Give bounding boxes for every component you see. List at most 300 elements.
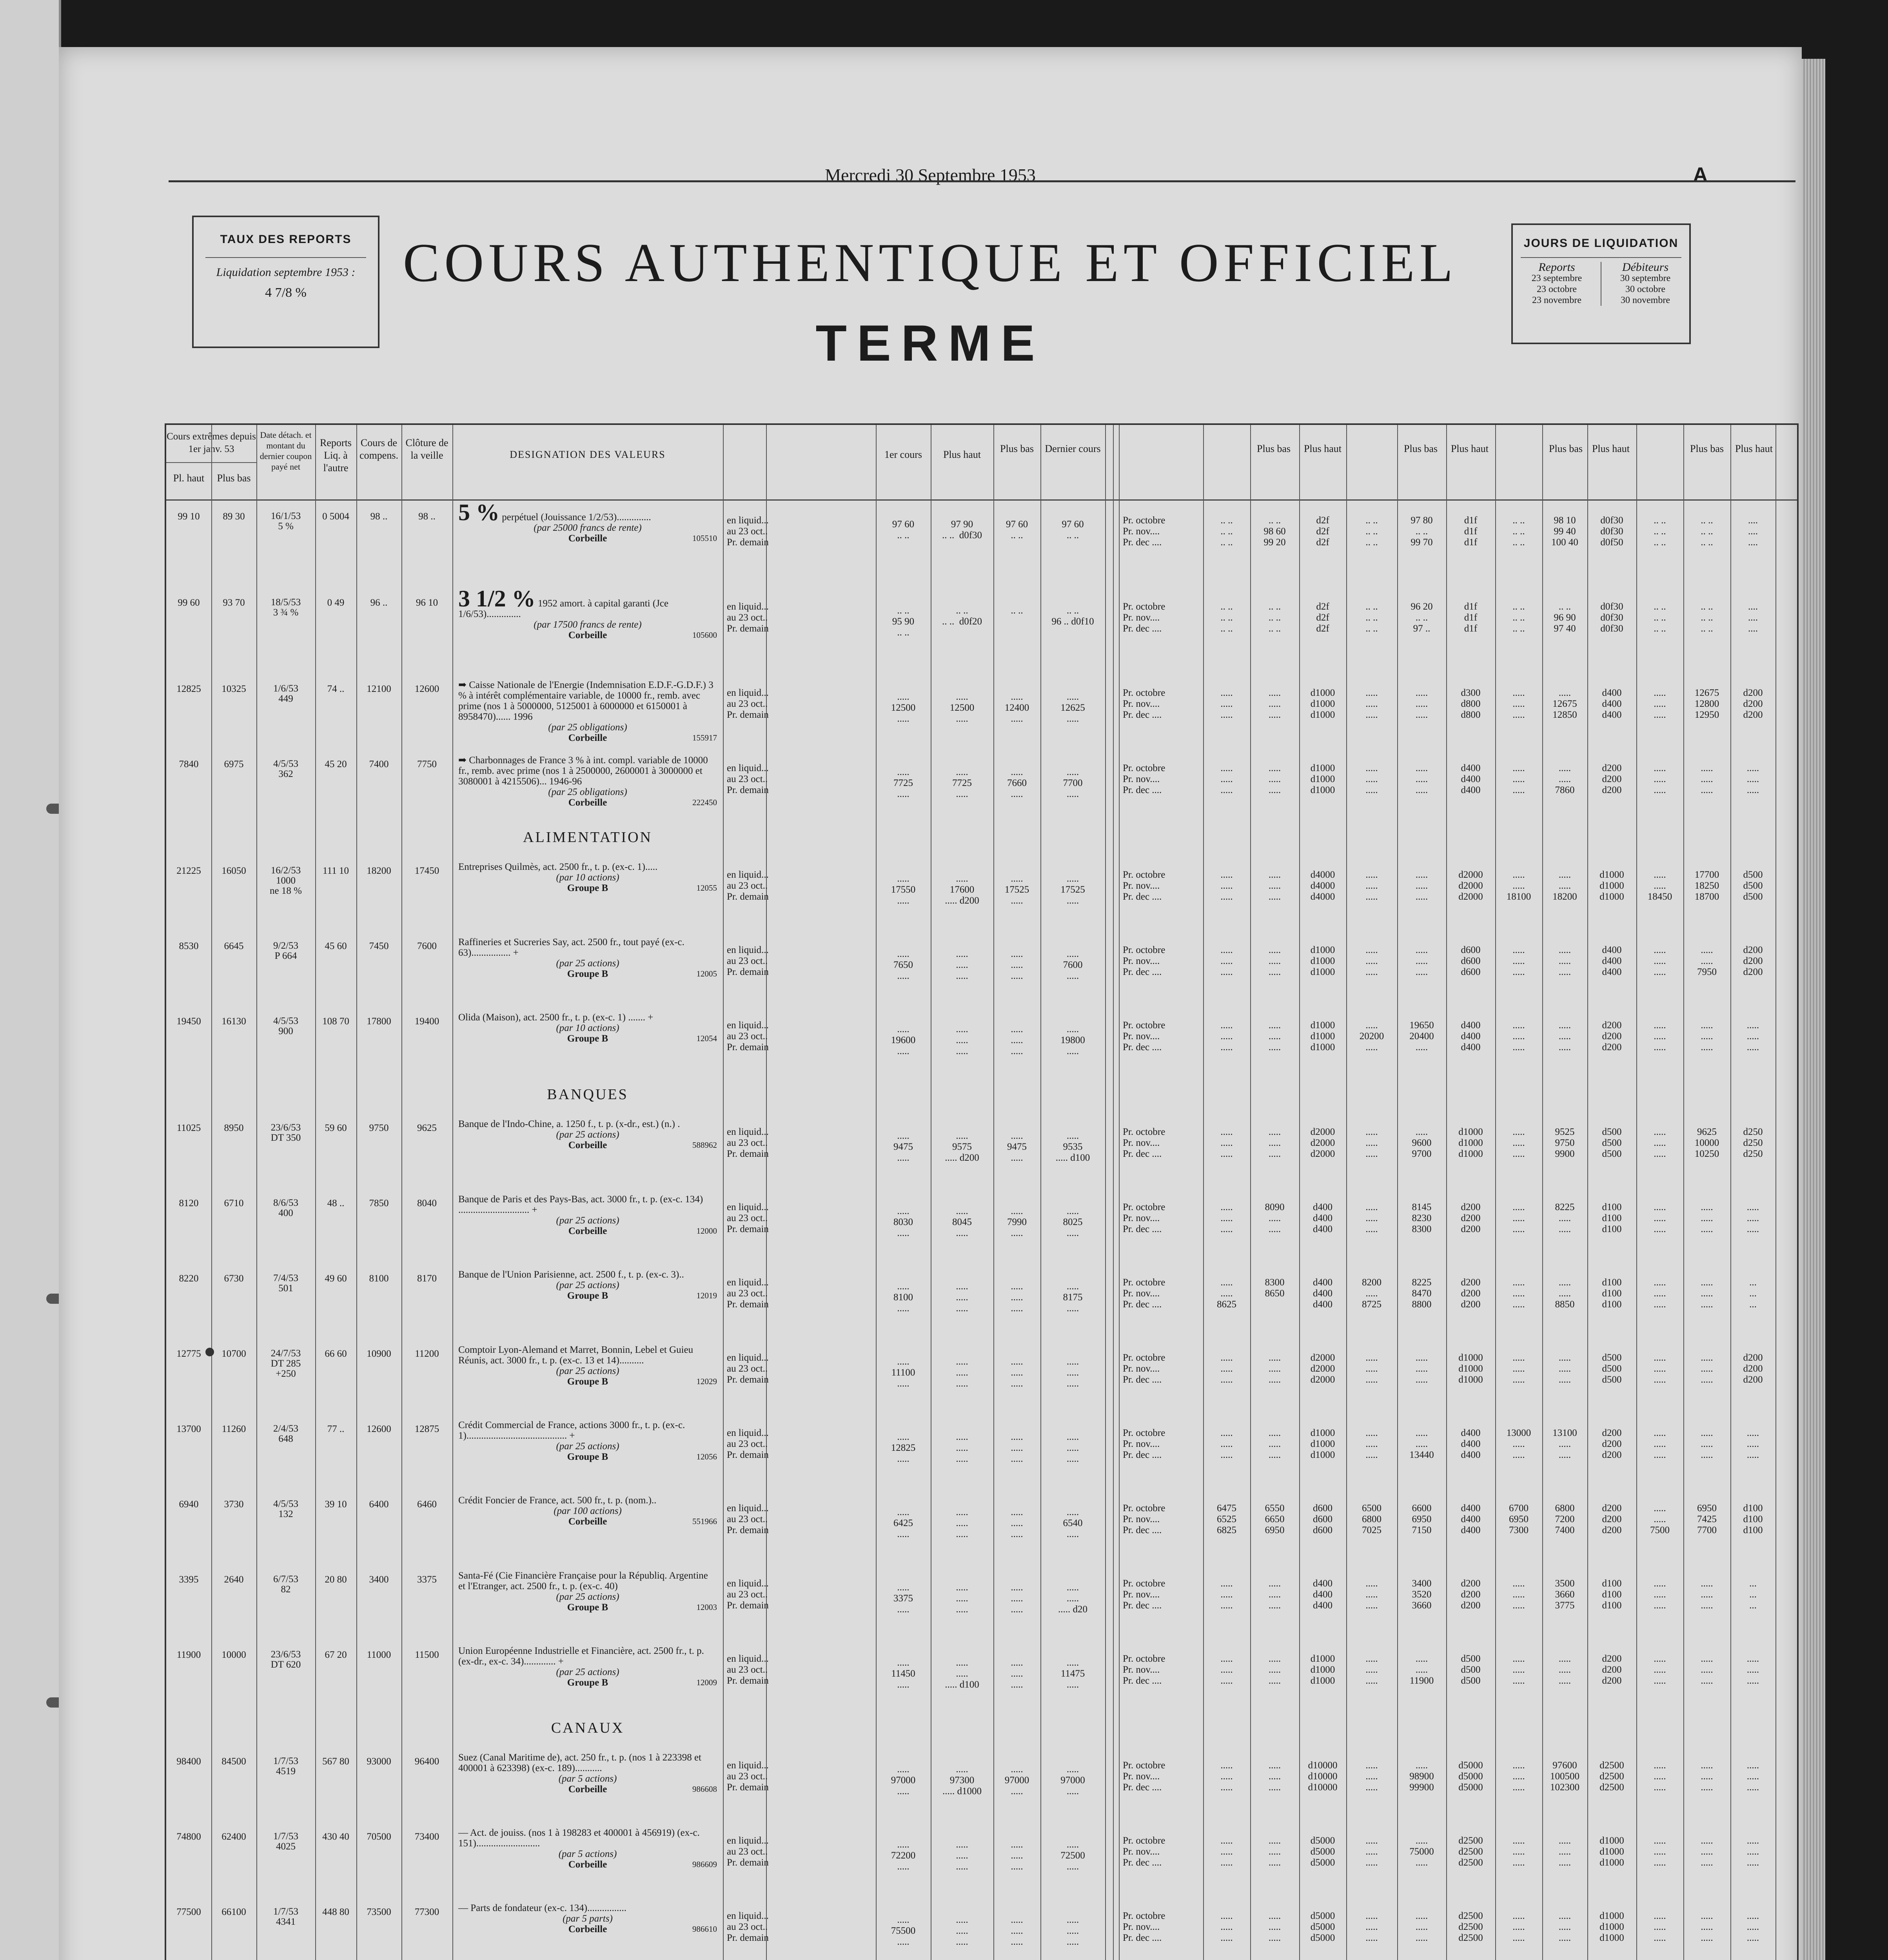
cell-month-a11: ..... ..... ..... xyxy=(1701,1911,1713,1943)
cell-month-a6: d1000 d1000 d1000 xyxy=(1458,1127,1483,1159)
cell-compens: 12100 xyxy=(367,684,391,694)
cell-plus-bas: ..... ..... ..... xyxy=(1011,1356,1023,1389)
table-row xyxy=(166,1899,1797,1960)
cell-month-a12: d100 d100 d100 xyxy=(1743,1503,1763,1535)
designation-text: Banque de l'Indo-Chine, a. 1250 f., t. p. (x-dr., est.) (n.) . xyxy=(458,1119,680,1129)
cell-month-a9: d0f30 d0f30 d0f50 xyxy=(1600,515,1623,548)
cell-premier-cours: ..... 17550 ..... xyxy=(891,873,916,906)
col-reports: Reports Liq. à l'autre xyxy=(320,437,352,474)
cell-months: Pr. octobre Pr. nov.... Pr. dec .... xyxy=(1123,1578,1165,1611)
cell-cloture: 7600 xyxy=(417,941,437,951)
table-row xyxy=(166,1824,1797,1899)
cell-month-a6: d300 d800 d800 xyxy=(1461,688,1481,720)
cell-month-a11: 6950 7425 7700 xyxy=(1697,1503,1717,1535)
security-code: 12000 xyxy=(696,1226,717,1236)
cell-dernier-cours: ..... ..... ..... d20 xyxy=(1058,1582,1087,1615)
cell-report: 111 10 xyxy=(323,866,349,876)
cell-month-a5: 6600 6950 7150 xyxy=(1412,1503,1432,1535)
cell-month-a3: d1000 d1000 d1000 xyxy=(1310,688,1335,720)
designation-text: Entreprises Quilmès, act. 2500 fr., t. p. (ex-c. 1)..... xyxy=(458,862,658,872)
col-cloture: Clôture de la veille xyxy=(405,437,448,461)
cell-months: Pr. octobre Pr. nov.... Pr. dec .... xyxy=(1123,1020,1165,1053)
cell-month-a4: ..... ..... ..... xyxy=(1365,1911,1378,1943)
cell-month-a8: 98 10 99 40 100 40 xyxy=(1551,515,1578,548)
cell-month-a4: ..... ..... ..... xyxy=(1365,1760,1378,1793)
table-row xyxy=(166,1341,1797,1416)
cell-cloture: 17450 xyxy=(414,866,439,876)
quotation-table xyxy=(165,423,1799,1960)
market-group: Corbeille xyxy=(568,1226,607,1236)
market-group: Corbeille xyxy=(568,630,607,641)
cell-pl-haut: 77500 xyxy=(176,1907,201,1917)
section-heading: CANAUX xyxy=(551,1720,624,1736)
cell-plus-bas: 6975 xyxy=(224,759,244,769)
cell-month-a9: d1000 d1000 d1000 xyxy=(1599,869,1624,902)
cell-month-a6: d5000 d5000 d5000 xyxy=(1458,1760,1483,1793)
cell-month-a12: ... ... ... xyxy=(1749,1277,1757,1310)
cell-coupon: 24/7/53 DT 285 +250 xyxy=(270,1348,301,1379)
cell-month-a8: .. .. 96 90 97 40 xyxy=(1554,601,1576,634)
lot-size: (par 10 actions) xyxy=(556,1023,619,1033)
cell-coupon: 6/7/53 82 xyxy=(273,1574,298,1595)
cell-month-a1: ..... ..... ..... xyxy=(1220,1352,1233,1385)
cell-months: Pr. octobre Pr. nov.... Pr. dec .... xyxy=(1123,1428,1165,1460)
security-code: 105600 xyxy=(692,630,717,640)
cell-coupon: 2/4/53 648 xyxy=(273,1423,298,1444)
cell-premier-cours: 97 60 .. .. xyxy=(892,519,915,541)
cell-premier-cours: ..... 8100 ..... xyxy=(893,1281,913,1314)
designation-text: Olida (Maison), act. 2500 fr., t. p. (ex-c. 1) ....... + xyxy=(458,1012,654,1023)
cell-month-a11: ..... ..... ..... xyxy=(1701,1428,1713,1460)
section-heading: BANQUES xyxy=(547,1086,628,1103)
cell-designation xyxy=(458,1269,717,1301)
cell-month-a11: 17700 18250 18700 xyxy=(1694,869,1719,902)
cell-month-a1: ..... ..... ..... xyxy=(1220,688,1233,720)
cell-month-a10: ..... ..... 18450 xyxy=(1647,869,1672,902)
cell-month-a8: 8225 ..... ..... xyxy=(1555,1202,1575,1234)
cell-month-a12: d200 d200 d200 xyxy=(1743,945,1763,977)
cell-premier-cours: ..... 72200 ..... xyxy=(891,1839,916,1872)
cell-month-a4: .. .. .. .. .. .. xyxy=(1365,601,1378,634)
cell-month-a5: 3400 3520 3660 xyxy=(1412,1578,1432,1611)
header-rule xyxy=(166,499,1797,501)
cell-dernier-cours: ..... 7700 ..... xyxy=(1063,767,1083,799)
cell-month-a5: ..... ..... ..... xyxy=(1415,688,1428,720)
cell-report: 49 60 xyxy=(325,1273,347,1284)
cell-months: Pr. octobre Pr. nov.... Pr. dec .... xyxy=(1123,1653,1165,1686)
table-row xyxy=(166,858,1797,933)
cell-plus-haut: ..... ..... ..... xyxy=(956,1839,968,1872)
cell-month-a1: ..... ..... ..... xyxy=(1220,1760,1233,1793)
lot-size: (par 25 actions) xyxy=(556,1129,619,1140)
cell-plus-haut: ..... ..... ..... xyxy=(956,1024,968,1056)
cell-month-a5: ..... ..... ..... xyxy=(1415,1911,1428,1943)
cell-month-a6: d2500 d2500 d2500 xyxy=(1458,1835,1483,1868)
security-code: 12029 xyxy=(696,1377,717,1386)
designation-text: Banque de Paris et des Pays-Bas, act. 3000 fr., t. p. (ex-c. 134) ............................. + xyxy=(458,1194,703,1215)
cell-designation xyxy=(458,1646,717,1688)
cell-dernier-cours: ..... 7600 ..... xyxy=(1063,949,1083,981)
lot-size: (par 5 parts) xyxy=(563,1913,613,1924)
col-plus-haut-month: Plus haut xyxy=(1450,443,1489,454)
cell-plus-haut: ..... 12500 ..... xyxy=(949,691,975,724)
cell-dernier-cours: ..... 6540 ..... xyxy=(1063,1507,1083,1539)
table-row xyxy=(166,1115,1797,1190)
cell-month-a10: ..... ..... ..... xyxy=(1654,1578,1666,1611)
cell-coupon: 18/5/53 3 ¾ % xyxy=(270,597,301,618)
cell-compens: 8100 xyxy=(369,1273,389,1284)
col-plus-bas-month: Plus bas xyxy=(1257,443,1291,454)
designation-text: Crédit Foncier de France, act. 500 fr., t. p. (nom.).. xyxy=(458,1495,657,1506)
cell-plus-haut: ..... ..... ..... xyxy=(956,1915,968,1947)
cell-dernier-cours: ..... 97000 ..... xyxy=(1060,1764,1085,1797)
cell-terms: en liquid... au 23 oct.. Pr. demain xyxy=(727,1202,769,1234)
cell-cloture: 9625 xyxy=(417,1123,437,1133)
cell-month-a8: ..... ..... ..... xyxy=(1558,1835,1571,1868)
cell-month-a8: ..... ..... ..... xyxy=(1558,1352,1571,1385)
cell-month-a11: 12675 12800 12950 xyxy=(1694,688,1719,720)
market-group: Corbeille xyxy=(568,1859,607,1870)
cell-months: Pr. octobre Pr. nov.... Pr. dec .... xyxy=(1123,1352,1165,1385)
cell-month-a2: ..... ..... ..... xyxy=(1268,1020,1281,1053)
cell-month-a10: ..... ..... ..... xyxy=(1654,688,1666,720)
page-subtitle: TERME xyxy=(815,314,1045,372)
page xyxy=(59,47,1802,1960)
cell-month-a10: ..... ..... ..... xyxy=(1654,945,1666,977)
lot-size: (par 25 actions) xyxy=(556,1667,619,1677)
cell-cloture: 6460 xyxy=(417,1499,437,1510)
designation-text: — Act. de jouiss. (nos 1 à 198283 et 400001 à 456919) (ex-c. 151).......................... xyxy=(458,1828,700,1849)
cell-month-a9: d100 d100 d100 xyxy=(1602,1277,1622,1310)
security-code: 12005 xyxy=(696,969,717,978)
cell-month-a3: d10000 d10000 d10000 xyxy=(1308,1760,1338,1793)
table-row xyxy=(166,1748,1797,1824)
market-group: Groupe B xyxy=(567,1290,608,1301)
cell-month-a9: d100 d100 d100 xyxy=(1602,1578,1622,1611)
cell-month-a6: d2500 d2500 d2500 xyxy=(1458,1911,1483,1943)
cell-month-a6: d200 d200 d200 xyxy=(1461,1202,1481,1234)
cell-month-a6: d1f d1f d1f xyxy=(1464,515,1478,548)
cell-pl-haut: 13700 xyxy=(176,1424,201,1434)
cell-month-a6: d2000 d2000 d2000 xyxy=(1458,869,1483,902)
security-code: 222450 xyxy=(692,798,717,807)
designation-text: Charbonnages de France 3 % à int. compl. variable de 10000 fr., remb. avec prime (nos 1 à 2500000, 2600001 à 3000000 et 3080001 à 4215506)... 1946-96 xyxy=(458,755,708,787)
col-plus-bas-month: Plus bas xyxy=(1404,443,1438,454)
cell-month-a3: d400 d400 d400 xyxy=(1313,1277,1332,1310)
cell-month-a1: ..... ..... 8625 xyxy=(1217,1277,1236,1310)
cell-coupon: 16/2/53 1000 ne 18 % xyxy=(270,865,302,896)
cell-premier-cours: ..... 97000 ..... xyxy=(891,1764,916,1797)
market-group: Groupe B xyxy=(567,1376,608,1387)
cell-months: Pr. octobre Pr. nov.... Pr. dec .... xyxy=(1123,1277,1165,1310)
cell-compens: 10900 xyxy=(367,1348,391,1359)
col-coupon: Date détach. et montant du dernier coupon payé net xyxy=(260,430,312,472)
cell-designation xyxy=(458,755,717,808)
cell-month-a3: d2000 d2000 d2000 xyxy=(1310,1352,1335,1385)
cell-report: 0 5004 xyxy=(322,511,349,522)
cell-plus-bas: 93 70 xyxy=(223,597,245,608)
cell-plus-bas: 10700 xyxy=(221,1348,246,1359)
cell-report: 74 .. xyxy=(327,684,345,694)
cell-plus-bas: ..... ..... ..... xyxy=(1011,1432,1023,1464)
taux-value: 4 7/8 % xyxy=(265,285,307,300)
cell-premier-cours: ..... 6425 ..... xyxy=(893,1507,913,1539)
table-row xyxy=(166,586,1797,676)
cell-months: Pr. octobre Pr. nov.... Pr. dec .... xyxy=(1123,1760,1165,1793)
cell-month-a7: ..... ..... ..... xyxy=(1512,1578,1525,1611)
cell-month-a1: .. .. .. .. .. .. xyxy=(1220,515,1233,548)
cell-month-a3: d5000 d5000 d5000 xyxy=(1310,1911,1335,1943)
security-code: 551966 xyxy=(692,1517,717,1526)
arrow-icon: ➡ xyxy=(458,755,467,766)
cell-month-a7: ..... ..... ..... xyxy=(1512,1760,1525,1793)
section-heading: ALIMENTATION xyxy=(523,829,652,846)
cell-cloture: 11500 xyxy=(415,1650,439,1660)
cell-premier-cours: ..... 19600 ..... xyxy=(891,1024,916,1056)
cell-month-a8: ..... ..... ..... xyxy=(1558,945,1571,977)
market-group: Groupe B xyxy=(567,1033,608,1044)
cell-plus-bas: 6730 xyxy=(224,1273,244,1284)
cell-month-a5: 97 80 .. .. 99 70 xyxy=(1411,515,1433,548)
cell-month-a9: d0f30 d0f30 d0f30 xyxy=(1600,601,1623,634)
cell-plus-haut: ..... ..... ..... xyxy=(956,1582,968,1615)
col-plus-bas2: Plus bas xyxy=(1000,443,1034,454)
cell-month-a10: ..... ..... ..... xyxy=(1654,1020,1666,1053)
cell-month-a1: ..... ..... ..... xyxy=(1220,1202,1233,1234)
cell-month-a11: ..... ..... 7950 xyxy=(1697,945,1717,977)
cell-month-a9: d200 d200 d200 xyxy=(1602,1428,1622,1460)
cell-report: 45 20 xyxy=(325,759,347,769)
cell-month-a3: d1000 d1000 d1000 xyxy=(1310,1653,1335,1686)
cell-report: 67 20 xyxy=(325,1650,347,1660)
lot-size: (par 25 obligations) xyxy=(548,722,627,733)
cell-month-a4: ..... ..... ..... xyxy=(1365,1653,1378,1686)
cell-month-a11: ..... ..... ..... xyxy=(1701,1020,1713,1053)
cell-month-a6: d600 d600 d600 xyxy=(1461,945,1481,977)
cell-months: Pr. octobre Pr. nov.... Pr. dec .... xyxy=(1123,869,1165,902)
market-group: Groupe B xyxy=(567,1452,608,1462)
cell-month-a1: ..... ..... ..... xyxy=(1220,945,1233,977)
designation-text: Banque de l'Union Parisienne, act. 2500 f., t. p. (ex-c. 3).. xyxy=(458,1269,684,1280)
market-group: Corbeille xyxy=(568,733,607,743)
cell-month-a9: d1000 d1000 d1000 xyxy=(1599,1911,1624,1943)
cell-report: 77 .. xyxy=(327,1424,345,1434)
cell-month-a1: ..... ..... ..... xyxy=(1220,1578,1233,1611)
cell-designation xyxy=(458,1420,717,1462)
designation-text: Caisse Nationale de l'Energie (Indemnisation E.D.F.-G.D.F.) 3 % à intérêt complémentaire variable, de 10000 fr., remb. avec prime (nos 1 à 5000000, 5125001 à 6000000 et 6150001 à 8958470)...... 1996 xyxy=(458,680,713,722)
cell-terms: en liquid... au 23 oct.. Pr. demain xyxy=(727,1352,769,1385)
cell-month-a3: d1000 d1000 d1000 xyxy=(1310,945,1335,977)
cell-month-a2: 6550 6650 6950 xyxy=(1265,1503,1285,1535)
cell-plus-haut: ..... 9575 ..... d200 xyxy=(945,1131,979,1163)
cell-month-a7: ..... ..... ..... xyxy=(1512,688,1525,720)
cell-month-a12: ..... ..... ..... xyxy=(1746,1760,1759,1793)
cell-coupon: 8/6/53 400 xyxy=(273,1198,298,1218)
cell-report: 0 49 xyxy=(327,597,345,608)
cell-month-a1: ..... ..... ..... xyxy=(1220,1428,1233,1460)
cell-plus-haut: ..... ..... ..... d100 xyxy=(945,1657,979,1690)
table-row xyxy=(166,1416,1797,1491)
col-compens: Cours de compens. xyxy=(359,437,398,461)
cell-compens: 98 .. xyxy=(370,511,388,522)
cell-month-a4: 8200 ..... 8725 xyxy=(1362,1277,1382,1310)
cell-month-a11: .. .. .. .. .. .. xyxy=(1701,601,1713,634)
cell-pl-haut: 6940 xyxy=(179,1499,199,1510)
cell-plus-haut: 97 90 .. .. d0f30 xyxy=(942,519,982,541)
cell-terms: en liquid... au 23 oct.. Pr. demain xyxy=(727,1911,769,1943)
cell-plus-bas: ..... ..... ..... xyxy=(1011,1281,1023,1314)
cell-pl-haut: 19450 xyxy=(176,1016,201,1027)
cell-month-a7: .. .. .. .. .. .. xyxy=(1512,515,1525,548)
cell-coupon: 9/2/53 P 664 xyxy=(273,940,298,961)
cell-month-a3: d400 d400 d400 xyxy=(1313,1578,1332,1611)
cell-pl-haut: 21225 xyxy=(176,866,201,876)
cell-month-a10: ..... ..... ..... xyxy=(1654,1835,1666,1868)
cell-months: Pr. octobre Pr. nov.... Pr. dec .... xyxy=(1123,1202,1165,1234)
cell-months: Pr. octobre Pr. nov.... Pr. dec .... xyxy=(1123,1503,1165,1535)
cell-premier-cours: ..... 11450 ..... xyxy=(891,1657,915,1690)
cell-pl-haut: 11025 xyxy=(176,1123,201,1133)
cell-month-a4: ..... ..... ..... xyxy=(1365,688,1378,720)
col-plus-bas-month: Plus bas xyxy=(1549,443,1583,454)
cell-month-a11: ..... ..... ..... xyxy=(1701,763,1713,795)
cell-cloture: 8040 xyxy=(417,1198,437,1209)
arrow-icon: ➡ xyxy=(458,680,467,690)
cell-month-a1: ..... ..... ..... xyxy=(1220,869,1233,902)
cell-terms: en liquid... au 23 oct.. Pr. demain xyxy=(727,1127,769,1159)
lot-size: (par 10 actions) xyxy=(556,872,619,883)
cell-terms: en liquid... au 23 oct.. Pr. demain xyxy=(727,1503,769,1535)
cell-months: Pr. octobre Pr. nov.... Pr. dec .... xyxy=(1123,945,1165,977)
cell-coupon: 1/7/53 4341 xyxy=(273,1906,298,1927)
designation-text: Comptoir Lyon-Alemand et Marret, Bonnin, Lebel et Guieu Réunis, act. 3000 fr., t. p. (ex-c. 13 et 14).......... xyxy=(458,1345,693,1366)
cell-month-a8: ..... ..... 8850 xyxy=(1555,1277,1575,1310)
cell-dernier-cours: ..... 9535 ..... d100 xyxy=(1055,1131,1090,1163)
cell-month-a4: ..... ..... ..... xyxy=(1365,1352,1378,1385)
market-group: Groupe B xyxy=(567,1602,608,1613)
cell-month-a4: 6500 6800 7025 xyxy=(1362,1503,1382,1535)
cell-month-a12: ..... ..... ..... xyxy=(1746,1835,1759,1868)
cell-month-a3: d2000 d2000 d2000 xyxy=(1310,1127,1335,1159)
cell-plus-haut: ..... 97300 ..... d1000 xyxy=(942,1764,982,1797)
cell-pl-haut: 74800 xyxy=(176,1831,201,1842)
cell-month-a9: d500 d500 d500 xyxy=(1602,1352,1622,1385)
cell-month-a2: ..... ..... ..... xyxy=(1268,1911,1281,1943)
cell-terms: en liquid... au 23 oct.. Pr. demain xyxy=(727,763,769,795)
cell-dernier-cours: ..... ..... ..... xyxy=(1066,1432,1079,1464)
cell-month-a8: ..... ..... ..... xyxy=(1558,1911,1571,1943)
cell-plus-haut: ..... 17600 ..... d200 xyxy=(945,873,979,906)
security-code: 12056 xyxy=(696,1452,717,1461)
reports-column: Reports 23 septembre 23 octobre 23 novembre xyxy=(1513,262,1601,306)
cell-dernier-cours: 97 60 .. .. xyxy=(1062,519,1084,541)
designation-text: Santa-Fé (Cie Financière Française pour la Républiq. Argentine et l'Etranger, act. 2500 fr., t. p. (ex-c. 40) xyxy=(458,1570,708,1592)
cell-month-a7: ..... ..... ..... xyxy=(1512,1653,1525,1686)
security-code: 986610 xyxy=(692,1924,717,1934)
cell-report: 48 .. xyxy=(327,1198,345,1209)
cell-month-a4: ..... ..... ..... xyxy=(1365,763,1378,795)
cell-month-a5: ..... ..... ..... xyxy=(1415,945,1428,977)
cell-plus-bas: 11260 xyxy=(221,1424,246,1434)
cell-compens: 18200 xyxy=(367,866,391,876)
cell-plus-haut: ..... ..... ..... xyxy=(956,1356,968,1389)
cell-month-a5: ..... ..... ..... xyxy=(1415,869,1428,902)
cell-months: Pr. octobre Pr. nov.... Pr. dec .... xyxy=(1123,515,1165,548)
cell-report: 59 60 xyxy=(325,1123,347,1133)
cell-month-a12: ..... ..... ..... xyxy=(1746,1653,1759,1686)
cell-report: 20 80 xyxy=(325,1574,347,1585)
cell-compens: 73500 xyxy=(367,1907,391,1917)
col-plus-haut: Plus haut xyxy=(943,449,981,460)
cell-month-a9: d500 d500 d500 xyxy=(1602,1127,1622,1159)
cell-months: Pr. octobre Pr. nov.... Pr. dec .... xyxy=(1123,763,1165,795)
cell-premier-cours: ..... 11100 ..... xyxy=(891,1356,915,1389)
cell-designation xyxy=(458,1903,717,1935)
cell-month-a4: ..... ..... ..... xyxy=(1365,1835,1378,1868)
cell-terms: en liquid... au 23 oct.. Pr. demain xyxy=(727,1760,769,1793)
cell-compens: 12600 xyxy=(367,1424,391,1434)
cell-month-a2: .. .. .. .. .. .. xyxy=(1268,601,1281,634)
cell-designation xyxy=(458,1012,717,1044)
cell-month-a10: ..... ..... ..... xyxy=(1654,1352,1666,1385)
cell-coupon: 23/6/53 DT 350 xyxy=(270,1122,301,1143)
cell-premier-cours: ..... 3375 ..... xyxy=(893,1582,913,1615)
cell-report: 66 60 xyxy=(325,1348,347,1359)
cell-month-a6: d400 d400 d400 xyxy=(1461,1428,1481,1460)
rate-label: 3 1/2 % xyxy=(458,586,536,612)
cell-month-a4: .. .. .. .. .. .. xyxy=(1365,515,1378,548)
cell-month-a11: ..... ..... ..... xyxy=(1701,1277,1713,1310)
cell-month-a2: ..... ..... ..... xyxy=(1268,1760,1281,1793)
cell-pl-haut: 98400 xyxy=(176,1756,201,1767)
cell-designation xyxy=(458,937,717,979)
cell-plus-bas: 10325 xyxy=(221,684,246,694)
col-premier-cours: 1er cours xyxy=(884,449,922,460)
cell-month-a8: ..... ..... 7860 xyxy=(1555,763,1575,795)
header-rule xyxy=(169,180,1795,182)
cell-plus-bas: 66100 xyxy=(221,1907,246,1917)
cell-designation xyxy=(458,862,717,893)
cell-dernier-cours: .. .. 96 .. d0f10 xyxy=(1051,605,1094,627)
cell-designation xyxy=(458,1495,717,1527)
cell-month-a4: ..... 20200 ..... xyxy=(1359,1020,1384,1053)
cell-month-a3: d400 d400 d400 xyxy=(1313,1202,1332,1234)
rate-label: 5 % xyxy=(458,499,499,525)
cell-month-a3: d600 d600 d600 xyxy=(1313,1503,1332,1535)
cell-pl-haut: 11900 xyxy=(176,1650,201,1660)
cell-terms: en liquid... au 23 oct.. Pr. demain xyxy=(727,515,769,548)
cell-terms: en liquid... au 23 oct.. Pr. demain xyxy=(727,1653,769,1686)
cell-plus-bas: ..... 7660 ..... xyxy=(1007,767,1027,799)
cell-month-a2: ..... ..... ..... xyxy=(1268,1127,1281,1159)
cell-plus-bas: .. .. xyxy=(1011,605,1023,616)
cell-month-a10: ..... ..... ..... xyxy=(1654,1277,1666,1310)
market-group: Groupe B xyxy=(567,1677,608,1688)
cell-pl-haut: 7840 xyxy=(179,759,199,769)
cell-month-a9: d400 d400 d400 xyxy=(1602,945,1622,977)
cell-months: Pr. octobre Pr. nov.... Pr. dec .... xyxy=(1123,1911,1165,1943)
cell-dernier-cours: ..... 12625 ..... xyxy=(1060,691,1085,724)
cell-coupon: 16/1/53 5 % xyxy=(270,511,301,532)
cell-pl-haut: 12775 xyxy=(176,1348,201,1359)
cell-month-a8: ..... 12675 12850 xyxy=(1552,688,1577,720)
cell-month-a7: 13000 ..... ..... xyxy=(1506,1428,1531,1460)
cell-report: 448 80 xyxy=(322,1907,349,1917)
cell-premier-cours: ..... 7725 ..... xyxy=(893,767,913,799)
col-cours-extremes: Cours extrêmes depuis 1er janv. 53 xyxy=(167,431,256,454)
cell-terms: en liquid... au 23 oct.. Pr. demain xyxy=(727,869,769,902)
lot-size: (par 25 obligations) xyxy=(548,787,627,797)
